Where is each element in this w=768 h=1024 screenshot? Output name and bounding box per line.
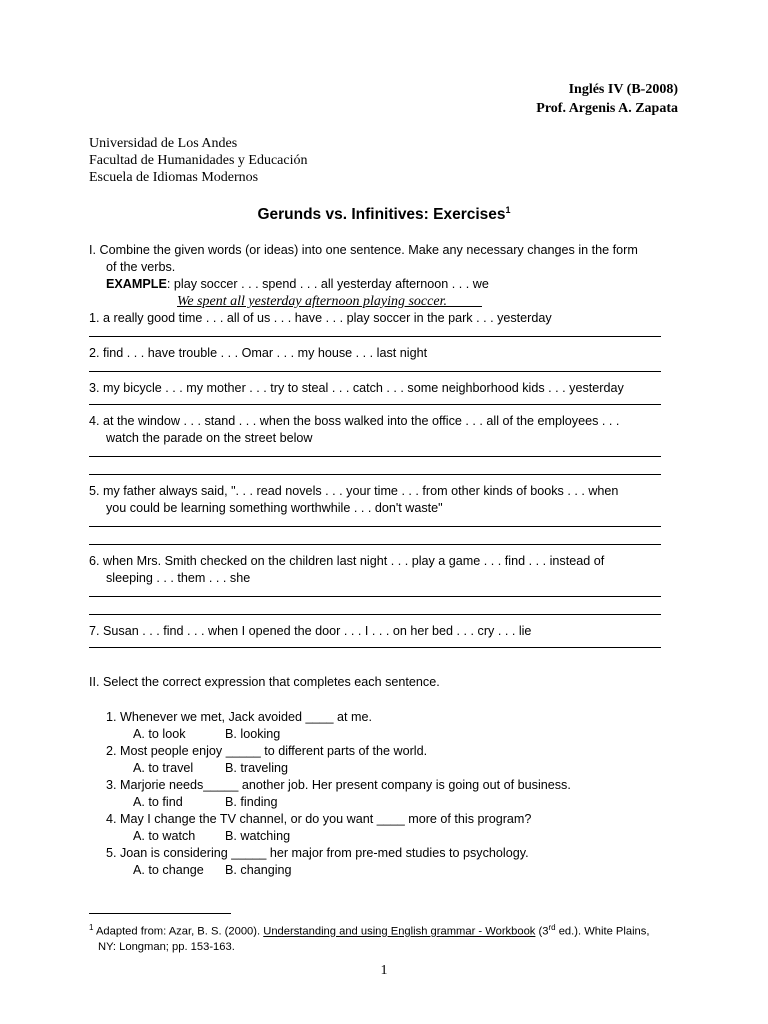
example-line: [89, 276, 679, 293]
footnote-edition-sup: rd: [548, 923, 556, 932]
option-b[interactable]: B. watching: [225, 829, 291, 843]
page-number: 1: [380, 963, 388, 978]
exercise-prompt: 5. my father always said, ". . . read novels . . . your time . . . from other kinds of books . . . when: [89, 484, 619, 498]
footnote-separator: [89, 913, 231, 914]
question-text: 4. May I change the TV channel, or do you want ____ more of this program?: [106, 812, 532, 826]
section-1: [89, 242, 679, 648]
answer-line[interactable]: [89, 614, 661, 615]
exercise-prompt: 2. find . . . have trouble . . . Omar . . . my house . . . last night: [89, 346, 428, 360]
exercise-prompt: 4. at the window . . . stand . . . when the boss walked into the office . . . all of the employees . . .: [89, 414, 620, 428]
option-a[interactable]: A. to travel: [133, 761, 194, 775]
option-a[interactable]: A. to find: [133, 795, 183, 809]
answer-line[interactable]: [89, 404, 661, 405]
exercise-item-2: [89, 345, 679, 372]
exercise-prompt: 7. Susan . . . find . . . when I opened the door . . . I . . . on her bed . . . cry . . . lie: [89, 624, 532, 638]
institution-block: [89, 135, 307, 186]
exercise-prompt: 1. a really good time . . . all of us . . . have . . . play soccer in the park . . . yesterday: [89, 311, 552, 325]
footnote-edition-pre: (3: [535, 925, 549, 938]
answer-line[interactable]: [89, 336, 661, 337]
exercise-prompt: 6. when Mrs. Smith checked on the children last night . . . play a game . . . find . . . instead of: [89, 554, 605, 568]
footnote: [89, 920, 681, 955]
question-options: [89, 760, 679, 777]
section-1-instruction-cont: of the verbs.: [106, 260, 176, 274]
question-4: [89, 811, 679, 845]
answer-line[interactable]: [89, 544, 661, 545]
exercise-item-4: [89, 413, 679, 475]
footnote-line-2: NY: Longman; pp. 153-163.: [98, 940, 235, 953]
option-a[interactable]: A. to look: [133, 727, 186, 741]
section-2: [89, 674, 679, 879]
exercise-prompt-cont: watch the parade on the street below: [106, 431, 313, 445]
example-answer-line: [89, 293, 679, 310]
answer-line[interactable]: [89, 371, 661, 372]
exercise-item-6: [89, 553, 679, 615]
university-name: Universidad de Los Andes: [89, 136, 238, 151]
course-header: [536, 80, 678, 118]
example-prompt: : play soccer . . . spend . . . all yesterday afternoon . . . we: [166, 277, 489, 291]
course-title: Inglés IV (B-2008): [568, 82, 678, 97]
title-text: Gerunds vs. Infinitives: Exercises: [257, 206, 506, 224]
question-text: 3. Marjorie needs_____ another job. Her present company is going out of business.: [106, 778, 571, 792]
section-2-instruction: II. Select the correct expression that completes each sentence.: [89, 675, 440, 689]
example-answer: We spent all yesterday afternoon playing soccer.: [177, 294, 482, 309]
question-text: 5. Joan is considering _____ her major from pre-med studies to psychology.: [106, 846, 529, 860]
option-a[interactable]: A. to watch: [133, 829, 196, 843]
answer-line[interactable]: [89, 474, 661, 475]
option-b[interactable]: B. changing: [225, 863, 292, 877]
option-b[interactable]: B. traveling: [225, 761, 288, 775]
option-a[interactable]: A. to change: [133, 863, 204, 877]
example-label: EXAMPLE: [106, 277, 167, 291]
school-name: Escuela de Idiomas Modernos: [89, 170, 259, 185]
footnote-book-title: Understanding and using English grammar - Workbook: [263, 925, 536, 938]
page-title: [0, 205, 768, 224]
footnote-line-1: [89, 920, 681, 940]
footnote-mark: 1: [89, 923, 94, 932]
option-b[interactable]: B. looking: [225, 727, 281, 741]
exercise-item-7: [89, 623, 679, 648]
question-2: [89, 743, 679, 777]
option-b[interactable]: B. finding: [225, 795, 278, 809]
question-options: [89, 794, 679, 811]
section-1-instruction: I. Combine the given words (or ideas) into one sentence. Make any necessary changes in the form: [89, 243, 638, 257]
exercise-item-5: [89, 483, 679, 545]
question-options: [89, 828, 679, 845]
footnote-post: ed.). White Plains,: [555, 925, 650, 938]
question-3: [89, 777, 679, 811]
exercise-item-3: [89, 380, 679, 405]
faculty-name: Facultad de Humanidades y Educación: [89, 153, 308, 168]
exercise-prompt-cont: you could be learning something worthwhile . . . don't waste": [106, 501, 443, 515]
title-footnote-mark: 1: [505, 205, 511, 215]
exercise-prompt-cont: sleeping . . . them . . . she: [106, 571, 251, 585]
exercise-item-1: [89, 310, 679, 337]
question-text: 1. Whenever we met, Jack avoided ____ at me.: [106, 710, 373, 724]
professor-name: Prof. Argenis A. Zapata: [536, 101, 678, 116]
question-1: [89, 709, 679, 743]
question-5: [89, 845, 679, 879]
footnote-pre: Adapted from: Azar, B. S. (2000).: [93, 925, 264, 938]
exercise-prompt: 3. my bicycle . . . my mother . . . try to steal . . . catch . . . some neighborhood kids . . . yesterday: [89, 381, 624, 395]
question-text: 2. Most people enjoy _____ to different parts of the world.: [106, 744, 428, 758]
answer-line[interactable]: [89, 647, 661, 648]
question-options: [89, 726, 679, 743]
question-options: [89, 862, 679, 879]
